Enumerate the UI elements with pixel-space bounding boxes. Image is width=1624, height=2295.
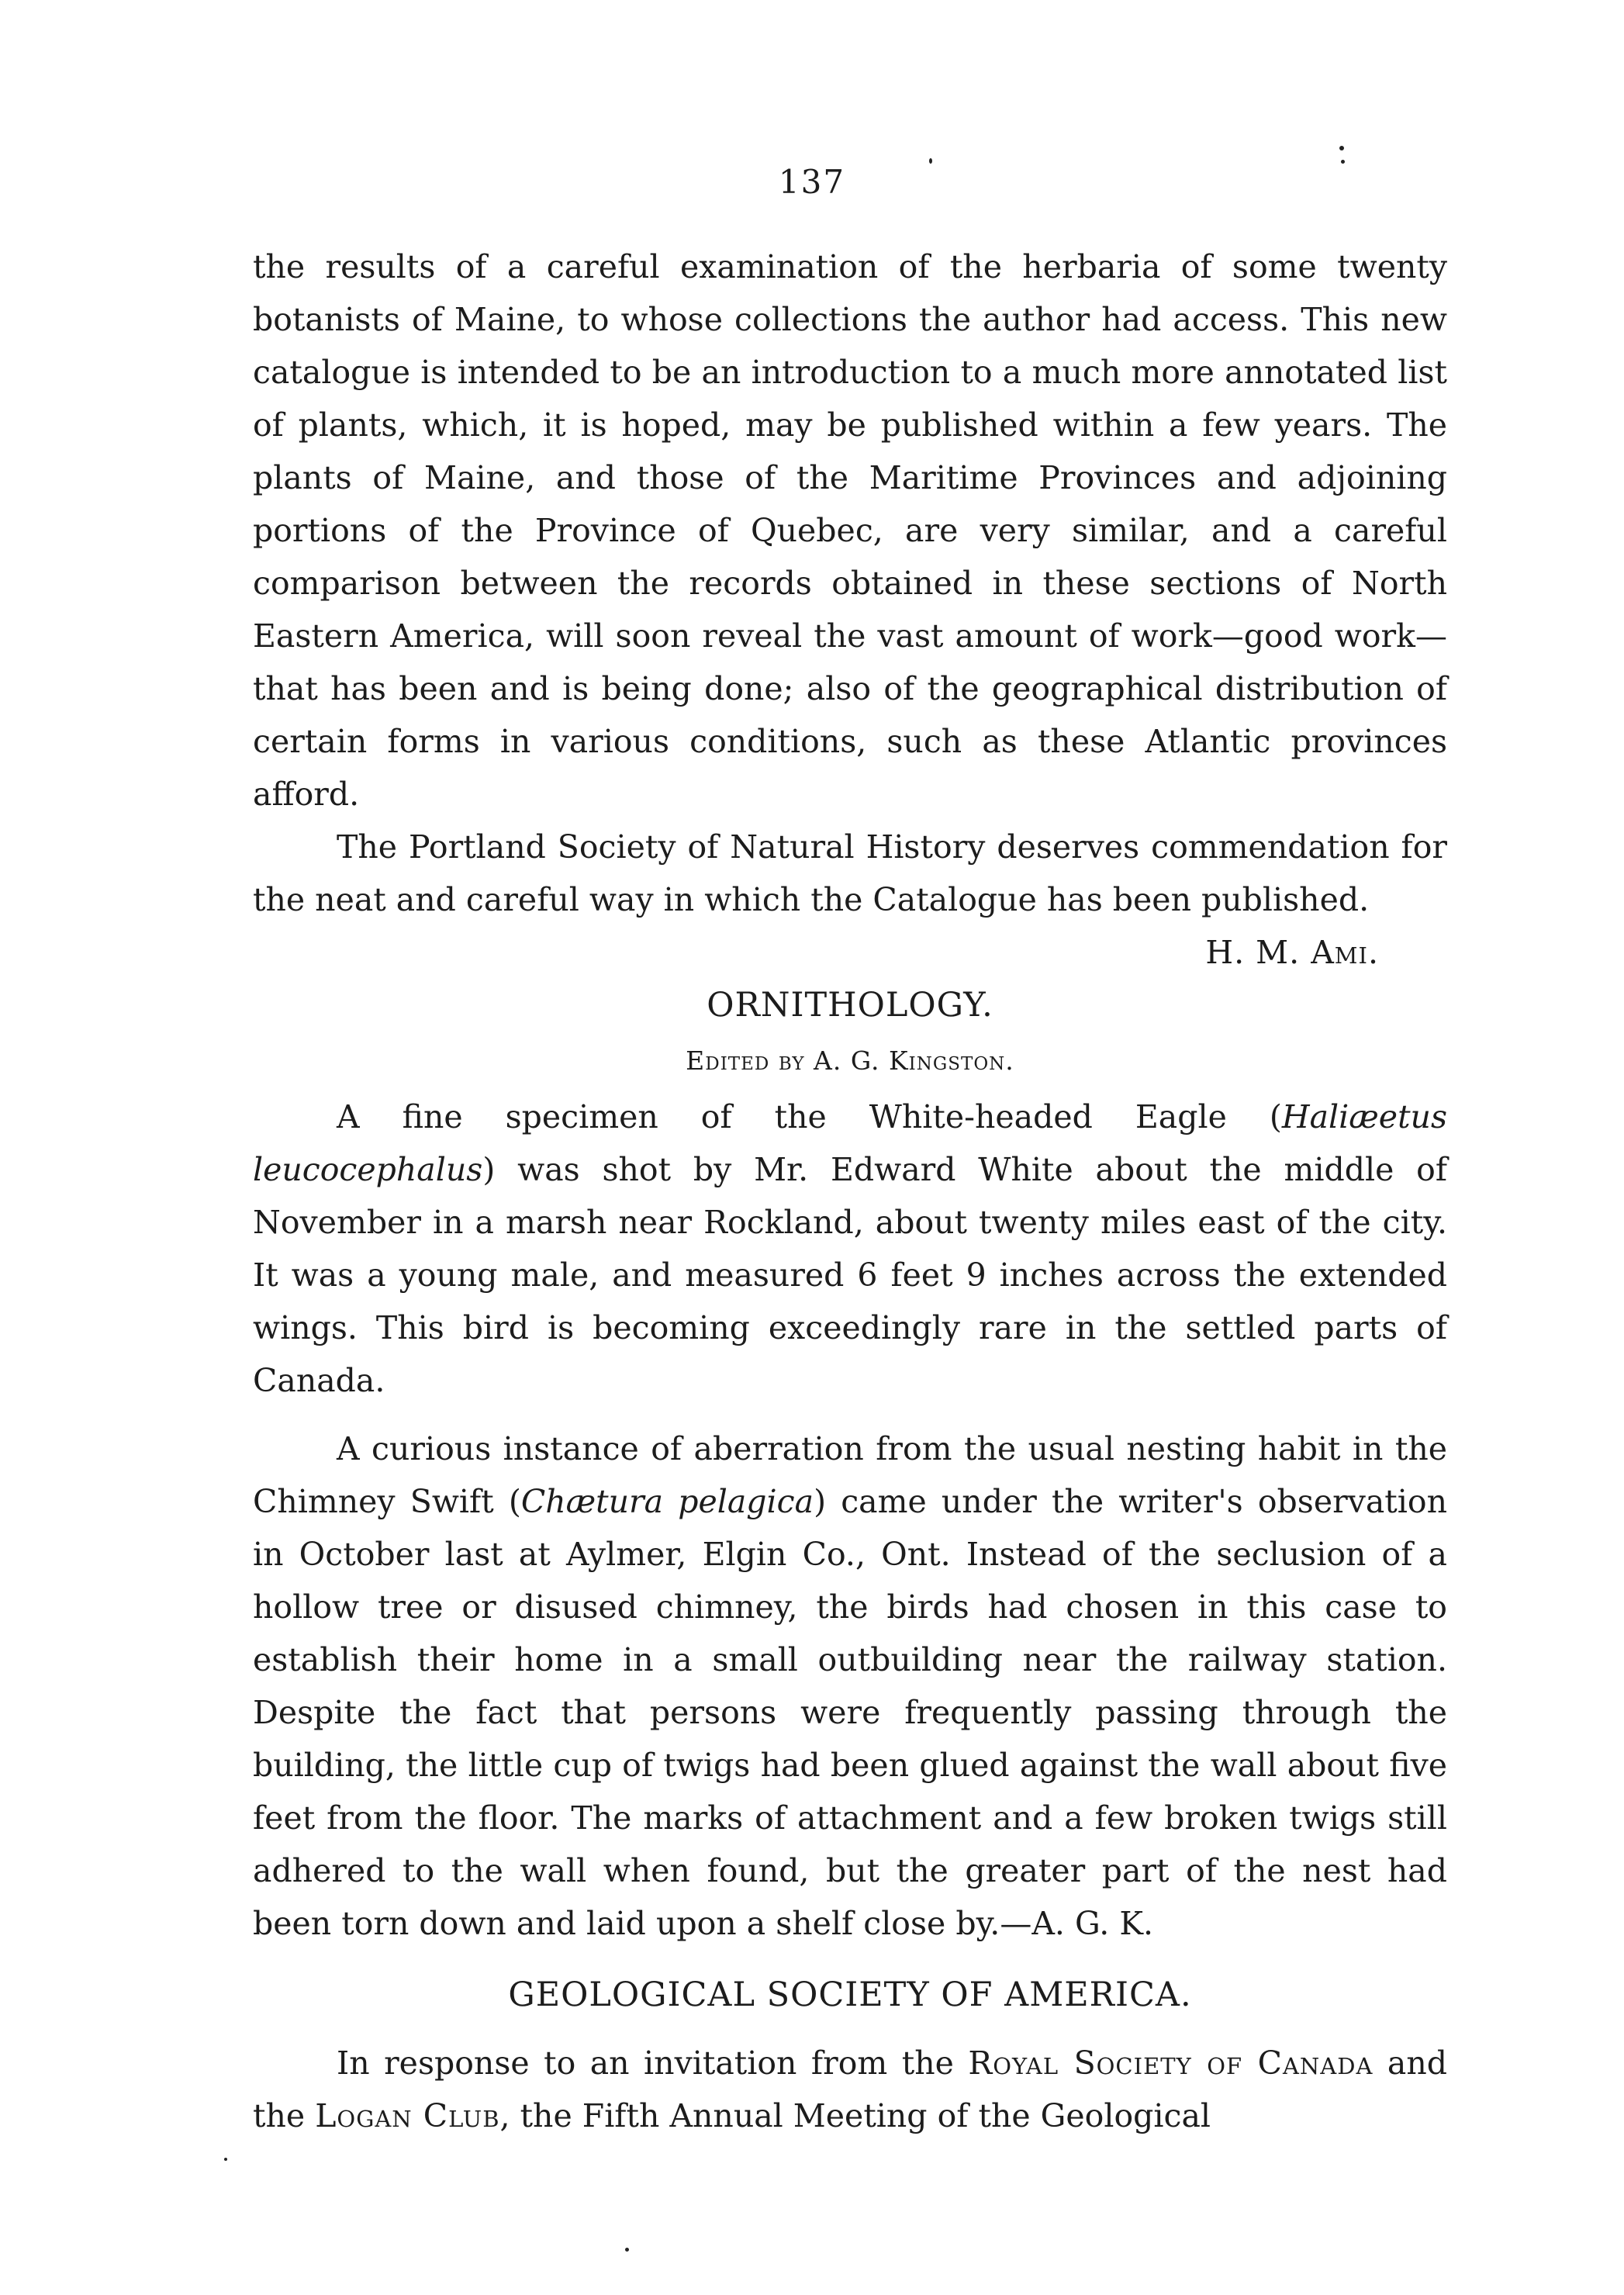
swift-paragraph	[253, 1422, 1447, 1950]
section-gap	[253, 1950, 1447, 1968]
text-column	[253, 240, 1447, 2142]
scan-speck	[1339, 146, 1344, 150]
geological-paragraph	[253, 2037, 1447, 2142]
royal-society-name: Royal Society of Canada	[968, 2044, 1373, 2082]
geological-heading: GEOLOGICAL SOCIETY OF AMERICA.	[508, 1975, 1192, 2014]
section-gap	[253, 2021, 1447, 2037]
ornithology-heading: ORNITHOLOGY.	[707, 986, 993, 1025]
scan-speck	[224, 2158, 227, 2161]
swift-text-end: ) came under the writer's observation in October last at Aylmer, Elgin Co., Ont. Instead of the seclusion of a hollow tree or disused chimney, the birds had chosen in this case to establish their home in a small outbuilding near the railway station. Despite the fact that persons were frequently passing through the building, the little cup of twigs had been glued against the wall about five feet from the floor. The marks of attachment and a few broken twigs still adhered to the wall when found, but the greater part of the nest had been torn down and laid upon a shelf close by.—A. G. K.	[253, 1483, 1447, 1942]
eagle-text-end: ) was shot by Mr. Edward White about the middle of November in a marsh near Rockland, about twenty miles east of the city. It was a young male, and measured 6 feet 9 inches across the extended wings. This bird is becoming exceedingly rare in the settled parts of Canada.	[253, 1151, 1447, 1399]
review-paragraph: the results of a careful examination of the herbaria of some twenty botanists of Maine, to whose collections the author had access. This new catalogue is intended to be an introduction to a much more annotated list of plants, which, it is hoped, may be published within a few years. The plants of Maine, and those of the Maritime Provinces and adjoining portions of the Province of Quebec, are very similar, and a careful comparison between the records obtained in these sections of North Eastern America, will soon reveal the vast amount of work—good work—that has been and is being done; also of the geographical distribution of certain forms in various conditions, such as these Atlantic provinces afford.	[253, 248, 1447, 813]
commendation-paragraph: The Portland Society of Natural History deserves commendation for the neat and careful way in which the Catalogue has been published.	[253, 828, 1447, 918]
geological-text-1: In response to an invitation from the	[337, 2044, 969, 2082]
signature-text: H. M. Ami.	[1205, 934, 1379, 971]
swift-text-start: A curious instance of aberration from the usual nesting habit in the Chimney Swift (	[253, 1430, 1447, 1520]
swift-species-name: Chætura pelagica	[520, 1483, 814, 1520]
geological-text-3: , the Fifth Annual Meeting of the Geological	[499, 2097, 1211, 2134]
reviewer-signature	[253, 926, 1447, 979]
eagle-species-name: Haliæetus leucocephalus	[253, 1098, 1447, 1188]
page-number: 137	[778, 163, 846, 201]
scan-speck	[1341, 160, 1345, 164]
ornithology-byline: Edited by A. G. Kingston.	[686, 1046, 1014, 1076]
scan-speck	[625, 2248, 629, 2252]
geological-text-2: and the	[253, 2044, 1447, 2134]
paragraph-gap	[253, 1407, 1447, 1422]
eagle-paragraph	[253, 1090, 1447, 1407]
logan-club-name: Logan Club	[315, 2097, 500, 2134]
scan-speck	[929, 158, 932, 164]
eagle-text-start: A fine specimen of the White-headed Eagle (	[337, 1098, 1282, 1135]
